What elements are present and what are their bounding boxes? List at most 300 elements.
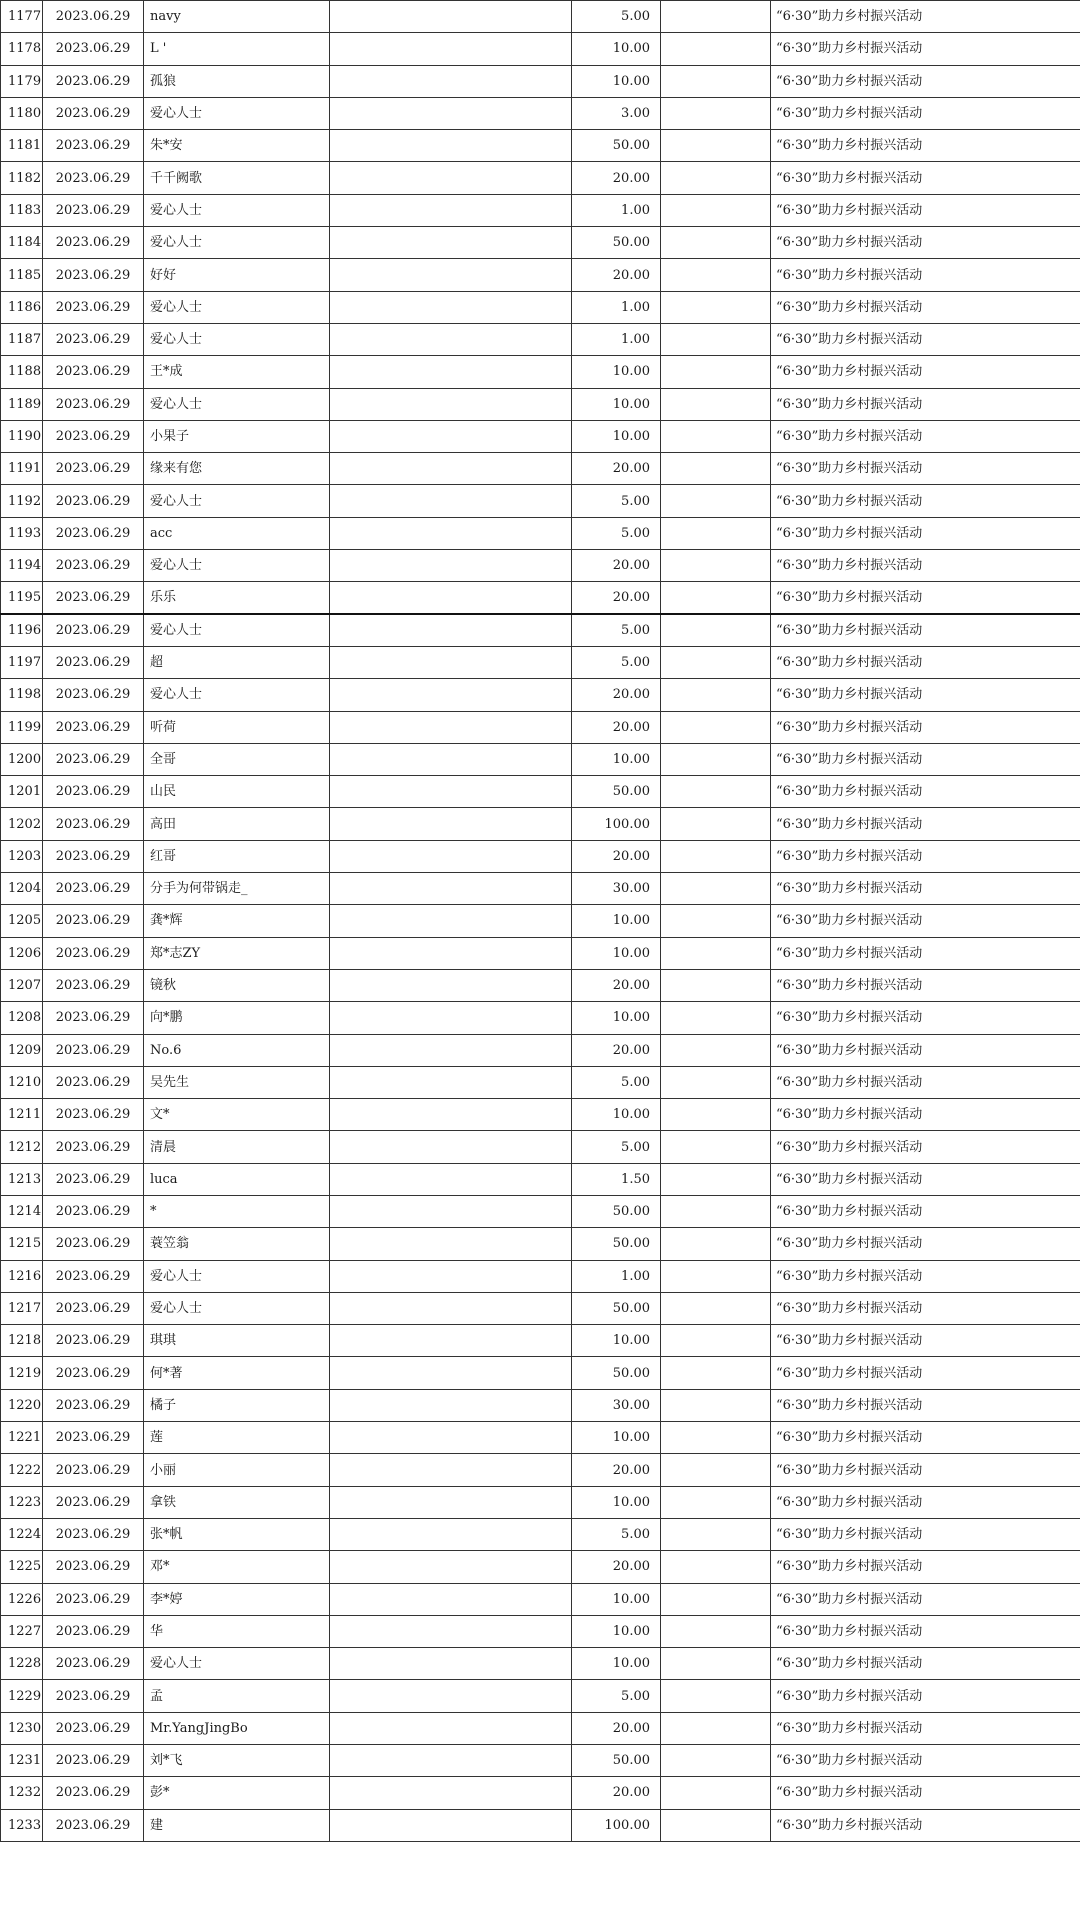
blank-cell [661,808,771,840]
donation-amount: 1.00 [572,291,661,323]
activity-name: “6·30”助力乡村振兴活动 [771,1745,1080,1777]
activity-name: “6·30”助力乡村振兴活动 [771,776,1080,808]
row-number: 1189 [1,388,43,420]
blank-cell [330,969,572,1001]
blank-cell [661,1389,771,1421]
blank-cell [330,227,572,259]
donor-name: 琪琪 [144,1325,330,1357]
table-row [1,1034,1080,1066]
blank-cell [661,1777,771,1809]
row-number: 1224 [1,1518,43,1550]
table-row [1,582,1080,614]
blank-cell [330,162,572,194]
donor-name: No.6 [144,1034,330,1066]
activity-name: “6·30”助力乡村振兴活动 [771,679,1080,711]
table-row [1,517,1080,549]
activity-name: “6·30”助力乡村振兴活动 [771,1486,1080,1518]
activity-name: “6·30”助力乡村振兴活动 [771,1066,1080,1098]
donor-name: 孟 [144,1680,330,1712]
donor-name: 超 [144,646,330,678]
table-row [1,1583,1080,1615]
activity-name: “6·30”助力乡村振兴活动 [771,291,1080,323]
donation-amount: 20.00 [572,1454,661,1486]
donation-date: 2023.06.29 [43,291,144,323]
blank-cell [661,1292,771,1324]
donation-amount: 5.00 [572,517,661,549]
table-row [1,1066,1080,1098]
row-number: 1184 [1,227,43,259]
activity-name: “6·30”助力乡村振兴活动 [771,840,1080,872]
table-row [1,743,1080,775]
donor-name: 爱心人士 [144,485,330,517]
table-row [1,1551,1080,1583]
donation-date: 2023.06.29 [43,420,144,452]
row-number: 1190 [1,420,43,452]
blank-cell [330,582,572,614]
row-number: 1211 [1,1099,43,1131]
blank-cell [661,905,771,937]
table-row [1,453,1080,485]
blank-cell [661,1422,771,1454]
table-row [1,1615,1080,1647]
row-number: 1212 [1,1131,43,1163]
table-row [1,1712,1080,1744]
donation-amount: 20.00 [572,969,661,1001]
donation-amount: 5.00 [572,1,661,33]
activity-name: “6·30”助力乡村振兴活动 [771,1454,1080,1486]
blank-cell [330,1,572,33]
row-number: 1198 [1,679,43,711]
blank-cell [661,453,771,485]
donation-amount: 20.00 [572,1551,661,1583]
blank-cell [661,1325,771,1357]
row-number: 1222 [1,1454,43,1486]
donor-name: 张*帆 [144,1518,330,1550]
donation-date: 2023.06.29 [43,453,144,485]
donation-amount: 100.00 [572,808,661,840]
activity-name: “6·30”助力乡村振兴活动 [771,1389,1080,1421]
blank-cell [661,323,771,355]
blank-cell [661,582,771,614]
donation-amount: 50.00 [572,776,661,808]
table-row [1,388,1080,420]
row-number: 1197 [1,646,43,678]
table-row [1,1648,1080,1680]
row-number: 1196 [1,614,43,646]
activity-name: “6·30”助力乡村振兴活动 [771,162,1080,194]
activity-name: “6·30”助力乡村振兴活动 [771,969,1080,1001]
table-row [1,840,1080,872]
blank-cell [330,259,572,291]
donation-date: 2023.06.29 [43,1,144,33]
blank-cell [661,776,771,808]
donation-date: 2023.06.29 [43,711,144,743]
donation-amount: 5.00 [572,646,661,678]
blank-cell [330,291,572,323]
activity-name: “6·30”助力乡村振兴活动 [771,905,1080,937]
table-row [1,194,1080,226]
table-row [1,420,1080,452]
donation-date: 2023.06.29 [43,1486,144,1518]
donor-name: 建 [144,1809,330,1841]
donor-name: acc [144,517,330,549]
activity-name: “6·30”助力乡村振兴活动 [771,873,1080,905]
donation-amount: 20.00 [572,840,661,872]
blank-cell [330,65,572,97]
row-number: 1208 [1,1002,43,1034]
blank-cell [661,1099,771,1131]
table-row [1,1454,1080,1486]
donation-date: 2023.06.29 [43,905,144,937]
blank-cell [330,97,572,129]
donor-name: 彭* [144,1777,330,1809]
row-number: 1187 [1,323,43,355]
donation-date: 2023.06.29 [43,97,144,129]
table-row [1,969,1080,1001]
donor-name: 好好 [144,259,330,291]
blank-cell [661,1,771,33]
blank-cell [661,1680,771,1712]
donor-name: 乐乐 [144,582,330,614]
donor-name: 龚*辉 [144,905,330,937]
activity-name: “6·30”助力乡村振兴活动 [771,550,1080,582]
donation-amount: 50.00 [572,1195,661,1227]
table-row [1,905,1080,937]
donation-amount: 10.00 [572,905,661,937]
donation-date: 2023.06.29 [43,65,144,97]
blank-cell [330,1745,572,1777]
activity-name: “6·30”助力乡村振兴活动 [771,1551,1080,1583]
blank-cell [330,388,572,420]
table-row [1,937,1080,969]
donation-amount: 20.00 [572,162,661,194]
row-number: 1221 [1,1422,43,1454]
donor-name: 小果子 [144,420,330,452]
activity-name: “6·30”助力乡村振兴活动 [771,582,1080,614]
donor-name: 爱心人士 [144,1648,330,1680]
donation-date: 2023.06.29 [43,1389,144,1421]
blank-cell [661,1615,771,1647]
activity-name: “6·30”助力乡村振兴活动 [771,711,1080,743]
blank-cell [661,485,771,517]
activity-name: “6·30”助力乡村振兴活动 [771,1099,1080,1131]
blank-cell [330,550,572,582]
blank-cell [661,1228,771,1260]
blank-cell [330,646,572,678]
donation-date: 2023.06.29 [43,130,144,162]
donor-name: 爱心人士 [144,291,330,323]
donor-name: 高田 [144,808,330,840]
donation-amount: 50.00 [572,1357,661,1389]
table-row [1,1002,1080,1034]
donation-amount: 1.00 [572,323,661,355]
donation-date: 2023.06.29 [43,1066,144,1098]
activity-name: “6·30”助力乡村振兴活动 [771,808,1080,840]
activity-name: “6·30”助力乡村振兴活动 [771,1583,1080,1615]
table-row [1,1745,1080,1777]
table-row [1,808,1080,840]
donor-name: 镜秋 [144,969,330,1001]
row-number: 1177 [1,1,43,33]
blank-cell [661,873,771,905]
blank-cell [330,1809,572,1841]
donor-name: 千千阙歌 [144,162,330,194]
donation-amount: 50.00 [572,227,661,259]
donation-date: 2023.06.29 [43,1034,144,1066]
blank-cell [330,1163,572,1195]
table-row [1,1809,1080,1841]
donation-date: 2023.06.29 [43,1745,144,1777]
table-row [1,130,1080,162]
donor-name: 吴先生 [144,1066,330,1098]
row-number: 1205 [1,905,43,937]
blank-cell [661,1195,771,1227]
blank-cell [330,937,572,969]
table-row [1,1777,1080,1809]
blank-cell [661,388,771,420]
row-number: 1194 [1,550,43,582]
donation-amount: 20.00 [572,550,661,582]
row-number: 1210 [1,1066,43,1098]
row-number: 1185 [1,259,43,291]
activity-name: “6·30”助力乡村振兴活动 [771,1195,1080,1227]
table-row [1,1325,1080,1357]
donation-date: 2023.06.29 [43,646,144,678]
row-number: 1231 [1,1745,43,1777]
donation-amount: 5.00 [572,485,661,517]
blank-cell [661,1648,771,1680]
activity-name: “6·30”助力乡村振兴活动 [771,485,1080,517]
donation-amount: 10.00 [572,33,661,65]
blank-cell [661,711,771,743]
table-row [1,1486,1080,1518]
donation-date: 2023.06.29 [43,33,144,65]
donation-date: 2023.06.29 [43,1292,144,1324]
donor-name: * [144,1195,330,1227]
row-number: 1215 [1,1228,43,1260]
blank-cell [661,969,771,1001]
donation-amount: 10.00 [572,1002,661,1034]
donor-name: 爱心人士 [144,550,330,582]
donation-date: 2023.06.29 [43,1583,144,1615]
table-row [1,1163,1080,1195]
donation-date: 2023.06.29 [43,1518,144,1550]
donor-name: 向*鹏 [144,1002,330,1034]
activity-name: “6·30”助力乡村振兴活动 [771,743,1080,775]
activity-name: “6·30”助力乡村振兴活动 [771,1034,1080,1066]
blank-cell [330,1131,572,1163]
donation-amount: 10.00 [572,1615,661,1647]
blank-cell [330,711,572,743]
blank-cell [661,937,771,969]
donation-date: 2023.06.29 [43,1809,144,1841]
row-number: 1233 [1,1809,43,1841]
donor-name: 全哥 [144,743,330,775]
donor-name: L ' [144,33,330,65]
table-row [1,65,1080,97]
blank-cell [330,485,572,517]
blank-cell [661,227,771,259]
activity-name: “6·30”助力乡村振兴活动 [771,227,1080,259]
donation-amount: 5.00 [572,1066,661,1098]
table-row [1,1518,1080,1550]
donation-date: 2023.06.29 [43,1325,144,1357]
donation-amount: 5.00 [572,1518,661,1550]
donation-amount: 5.00 [572,614,661,646]
blank-cell [330,1099,572,1131]
donation-amount: 1.00 [572,194,661,226]
table-row [1,1292,1080,1324]
table-row [1,227,1080,259]
row-number: 1217 [1,1292,43,1324]
donor-name: 缘来有您 [144,453,330,485]
donation-amount: 3.00 [572,97,661,129]
activity-name: “6·30”助力乡村振兴活动 [771,937,1080,969]
donation-date: 2023.06.29 [43,1680,144,1712]
blank-cell [330,1648,572,1680]
donation-amount: 50.00 [572,1228,661,1260]
blank-cell [661,1518,771,1550]
blank-cell [330,1777,572,1809]
table-row [1,323,1080,355]
table-row [1,1228,1080,1260]
donation-amount: 20.00 [572,259,661,291]
row-number: 1220 [1,1389,43,1421]
donation-date: 2023.06.29 [43,840,144,872]
row-number: 1223 [1,1486,43,1518]
donation-amount: 5.00 [572,1680,661,1712]
donation-amount: 1.50 [572,1163,661,1195]
donor-name: 爱心人士 [144,323,330,355]
donation-date: 2023.06.29 [43,1260,144,1292]
donor-name: luca [144,1163,330,1195]
table-row [1,1357,1080,1389]
donation-date: 2023.06.29 [43,679,144,711]
donation-date: 2023.06.29 [43,1195,144,1227]
blank-cell [661,291,771,323]
table-row [1,679,1080,711]
donation-amount: 30.00 [572,1389,661,1421]
blank-cell [661,679,771,711]
donation-date: 2023.06.29 [43,1228,144,1260]
activity-name: “6·30”助力乡村振兴活动 [771,1648,1080,1680]
blank-cell [330,1551,572,1583]
blank-cell [330,323,572,355]
donor-name: 莲 [144,1422,330,1454]
row-number: 1232 [1,1777,43,1809]
activity-name: “6·30”助力乡村振兴活动 [771,517,1080,549]
donor-name: 孤狼 [144,65,330,97]
table-row [1,33,1080,65]
donation-amount: 10.00 [572,356,661,388]
blank-cell [661,1034,771,1066]
donation-amount: 20.00 [572,679,661,711]
activity-name: “6·30”助力乡村振兴活动 [771,1680,1080,1712]
blank-cell [661,356,771,388]
donor-name: 华 [144,1615,330,1647]
blank-cell [661,646,771,678]
blank-cell [330,1357,572,1389]
donation-amount: 10.00 [572,388,661,420]
donation-amount: 10.00 [572,65,661,97]
blank-cell [330,1325,572,1357]
blank-cell [330,33,572,65]
blank-cell [330,1002,572,1034]
table-row [1,291,1080,323]
blank-cell [661,420,771,452]
donation-amount: 30.00 [572,873,661,905]
donor-name: 邓* [144,1551,330,1583]
row-number: 1195 [1,582,43,614]
table-row [1,485,1080,517]
blank-cell [330,1486,572,1518]
blank-cell [661,1809,771,1841]
blank-cell [661,162,771,194]
row-number: 1218 [1,1325,43,1357]
activity-name: “6·30”助力乡村振兴活动 [771,1357,1080,1389]
activity-name: “6·30”助力乡村振兴活动 [771,1163,1080,1195]
blank-cell [330,873,572,905]
blank-cell [330,905,572,937]
activity-name: “6·30”助力乡村振兴活动 [771,1,1080,33]
row-number: 1228 [1,1648,43,1680]
donation-date: 2023.06.29 [43,162,144,194]
donation-date: 2023.06.29 [43,873,144,905]
blank-cell [661,1583,771,1615]
row-number: 1230 [1,1712,43,1744]
table-row [1,97,1080,129]
blank-cell [330,420,572,452]
activity-name: “6·30”助力乡村振兴活动 [771,1518,1080,1550]
donation-amount: 10.00 [572,1325,661,1357]
activity-name: “6·30”助力乡村振兴活动 [771,1002,1080,1034]
blank-cell [661,743,771,775]
row-number: 1192 [1,485,43,517]
donation-date: 2023.06.29 [43,194,144,226]
donation-date: 2023.06.29 [43,259,144,291]
donation-amount: 50.00 [572,1745,661,1777]
donation-date: 2023.06.29 [43,1099,144,1131]
blank-cell [330,1292,572,1324]
blank-cell [330,194,572,226]
row-number: 1214 [1,1195,43,1227]
table-row [1,873,1080,905]
blank-cell [330,1034,572,1066]
donation-date: 2023.06.29 [43,227,144,259]
row-number: 1201 [1,776,43,808]
blank-cell [330,1518,572,1550]
blank-cell [330,1615,572,1647]
donation-date: 2023.06.29 [43,1357,144,1389]
row-number: 1209 [1,1034,43,1066]
donor-name: 小丽 [144,1454,330,1486]
activity-name: “6·30”助力乡村振兴活动 [771,1422,1080,1454]
blank-cell [330,130,572,162]
donation-date: 2023.06.29 [43,1551,144,1583]
row-number: 1181 [1,130,43,162]
donation-date: 2023.06.29 [43,1131,144,1163]
activity-name: “6·30”助力乡村振兴活动 [771,1615,1080,1647]
blank-cell [661,1454,771,1486]
blank-cell [661,1066,771,1098]
blank-cell [661,130,771,162]
table-row [1,1260,1080,1292]
donor-name: 郑*志ZY [144,937,330,969]
donor-name: 爱心人士 [144,614,330,646]
blank-cell [661,1002,771,1034]
blank-cell [330,1066,572,1098]
blank-cell [330,1454,572,1486]
